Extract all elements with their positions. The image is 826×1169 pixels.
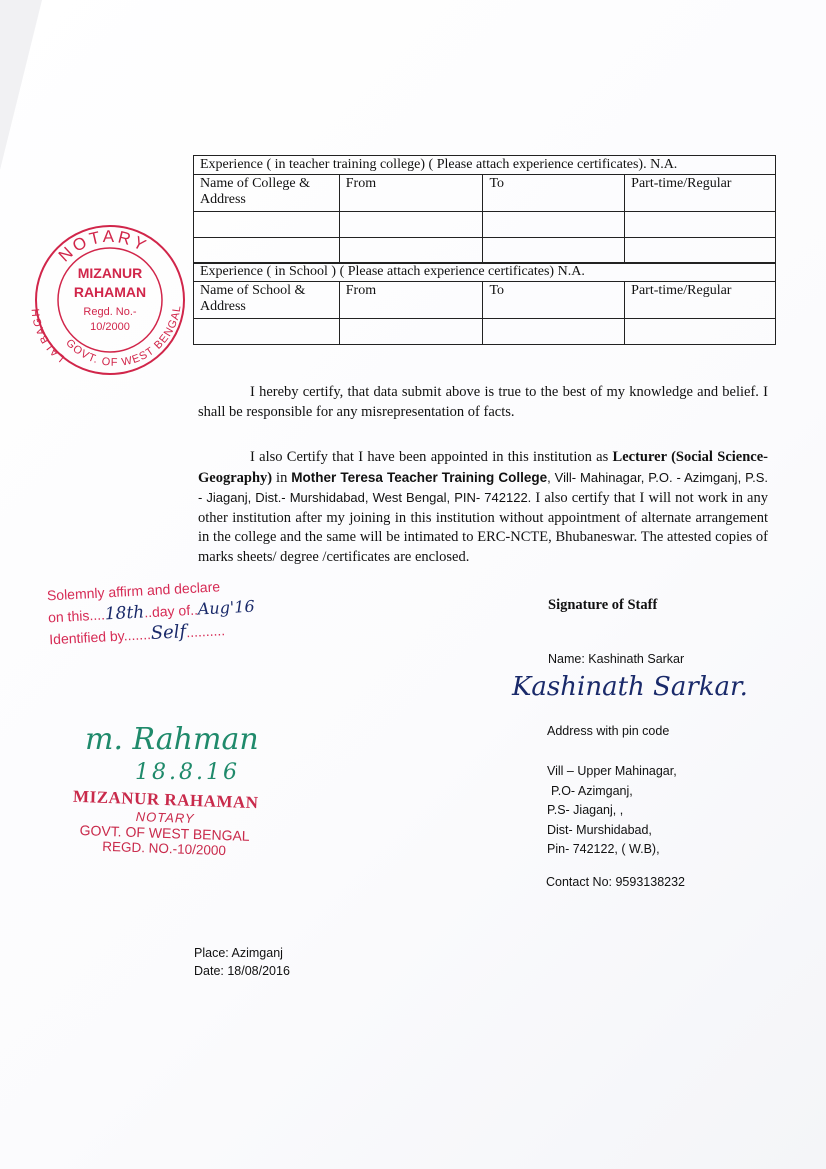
notary-regd: REGD. NO.-10/2000: [101, 838, 227, 859]
staff-signature: Kashinath Sarkar.: [512, 672, 748, 702]
column-header: From: [339, 282, 483, 319]
address-line: P.O- Azimganj,: [551, 783, 633, 798]
stamp-regd-no: 10/2000: [90, 321, 130, 333]
notary-govt: GOVT. OF WEST BENGAL: [79, 822, 250, 844]
college-address: , Vill- Mahinagar, P.O. - Azimganj, P.S. - Jiaganj, Dist.- Murshidabad, West Bengal, PIN- 742122.: [198, 469, 768, 505]
date: Date: 18/08/2016: [194, 964, 290, 978]
table-row: [194, 238, 776, 264]
address-line: Vill – Upper Mahinagar,: [547, 764, 677, 778]
affirm-line-2: on this....18th..day of..Aug'16: [47, 596, 256, 626]
handwritten-day: 18th: [104, 602, 145, 625]
place: Place: Azimganj: [194, 946, 283, 960]
column-header: To: [483, 175, 625, 212]
table-heading: Experience ( in School ) ( Please attach experience certificates) N.A.: [194, 263, 776, 282]
address-line: Pin- 742122, ( W.B),: [547, 842, 660, 856]
experience-college-table: [193, 155, 776, 264]
address-heading: Address with pin code: [547, 724, 670, 738]
stamp-top-text: NOTARY: [54, 226, 152, 266]
column-header: Part-time/Regular: [625, 282, 776, 319]
column-header: From: [339, 175, 483, 212]
notary-sign-date: 18.8.16: [135, 760, 240, 785]
table-header-row: [194, 175, 776, 212]
notary-rect-stamp: [59, 786, 271, 859]
address-line: P.S- Jiaganj, ,: [547, 803, 624, 817]
round-notary-stamp: [30, 220, 190, 380]
signature-heading: Signature of Staff: [548, 597, 658, 613]
notary-signature: m. Rahman: [85, 722, 259, 757]
page-corner-fold: [0, 0, 42, 170]
affirmation-stamp: [46, 575, 256, 651]
column-header: To: [483, 282, 625, 319]
stamp-regd: Regd. No.-: [83, 306, 137, 318]
certification-paragraph-1: [198, 383, 768, 422]
handwritten-month: Aug'16: [197, 596, 256, 619]
stamp-name-line1: MIZANUR: [77, 265, 143, 281]
affirm-line-3: Identified by.......Self..........: [48, 621, 226, 648]
staff-address: [547, 762, 677, 860]
bleed-through-text: [140, 45, 146, 65]
stamp-left-text: LALBAGH: [30, 307, 67, 364]
stamp-bottom-text: GOVT. OF WEST BENGAL: [63, 304, 184, 369]
table-heading: Experience ( in teacher training college) ( Please attach experience certificates). N.A.: [194, 156, 776, 175]
table-row: [194, 319, 776, 345]
handwritten-identified-by: Self: [150, 621, 187, 645]
paragraph-text: in: [272, 469, 292, 486]
paragraph-text: I hereby certify, that data submit above is true to the best of my knowledge and belief. I shall be responsible for any misrepresentation of facts.: [198, 384, 768, 420]
contact-number: Contact No: 9593138232: [546, 875, 685, 889]
svg-text:NOTARY: [55, 227, 152, 266]
column-header: Name of College & Address: [194, 175, 340, 212]
notary-title: NOTARY: [135, 808, 195, 827]
svg-text:LALBAGH: [30, 307, 67, 364]
table-header-row: [194, 282, 776, 319]
table-row: [194, 212, 776, 238]
college-name: Mother Teresa Teacher Training College: [291, 469, 548, 485]
notary-name: MIZANUR RAHAMAN: [72, 786, 259, 813]
paragraph-text: I also certify that I will not work in any other institution after my joining in this institution without appointment of alternate arrangement in the college and the same will be intimated to ERC-NCTE, Bhubaneswar. The attested copies of marks sheets/ degree /certificates are enclosed.: [198, 490, 768, 565]
staff-name: Name: Kashinath Sarkar: [548, 652, 685, 666]
affirm-line-1: Solemnly affirm and declare: [46, 578, 221, 604]
experience-school-table: [193, 262, 776, 345]
address-line: Dist- Murshidabad,: [547, 822, 652, 837]
certification-paragraph-2: [198, 448, 768, 567]
column-header: Part-time/Regular: [625, 175, 776, 212]
post-title: Lecturer (Social Science-Geography): [198, 449, 768, 486]
stamp-name-line2: RAHAMAN: [73, 284, 147, 300]
paragraph-text: I also Certify that I have been appointed in this institution as: [250, 449, 613, 465]
column-header: Name of School & Address: [194, 282, 340, 319]
